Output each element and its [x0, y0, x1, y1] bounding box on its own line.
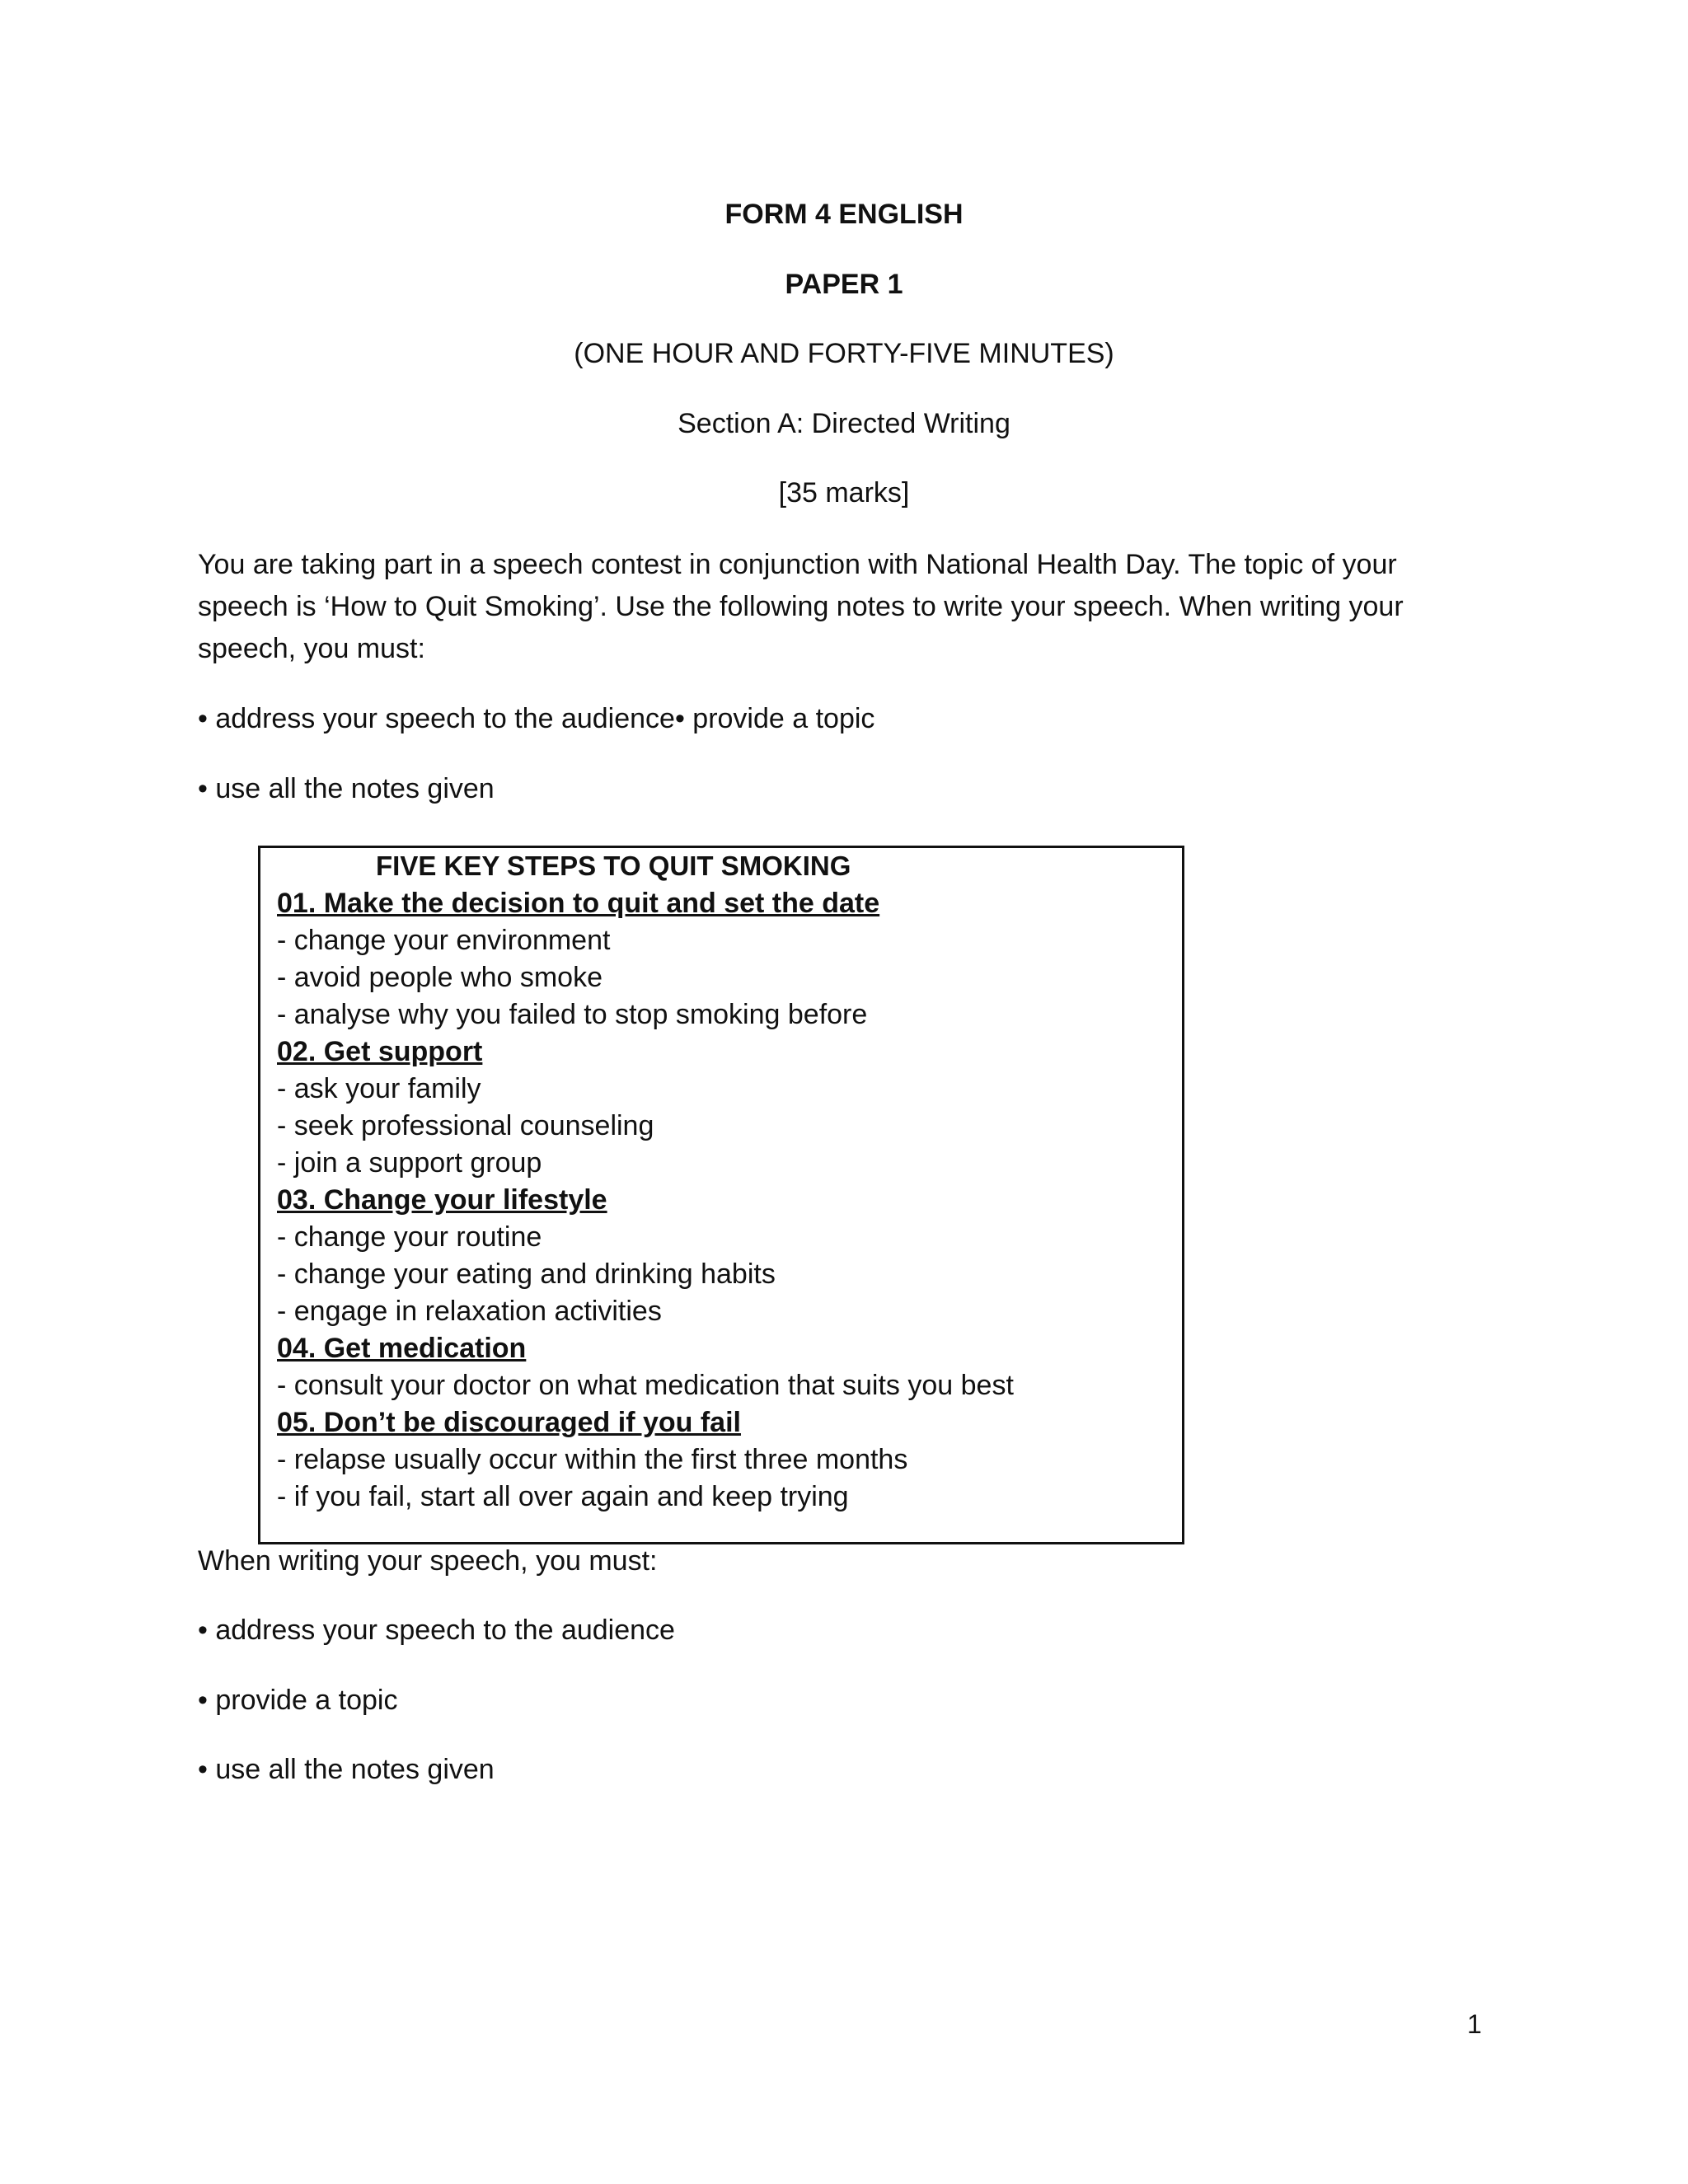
step-note: - if you fail, start all over again and keep trying	[277, 1481, 849, 1512]
intro-bullet: • use all the notes given	[198, 773, 495, 804]
step-note: - change your routine	[277, 1221, 542, 1253]
step-heading: 05. Don’t be discouraged if you fail	[277, 1407, 741, 1438]
marks-label: [35 marks]	[778, 477, 910, 509]
notes-list	[277, 885, 1014, 1516]
step-note: - join a support group	[277, 1147, 542, 1179]
duration-label: (ONE HOUR AND FORTY-FIVE MINUTES)	[574, 338, 1114, 369]
notes-box	[258, 846, 1184, 1544]
notes-box-title: FIVE KEY STEPS TO QUIT SMOKING	[376, 851, 851, 881]
section-label: Section A: Directed Writing	[678, 408, 1010, 439]
page-number: 1	[1467, 2009, 1482, 2039]
step-note: - change your eating and drinking habits	[277, 1258, 776, 1290]
step-note: - ask your family	[277, 1073, 481, 1104]
step-heading: 04. Get medication	[277, 1333, 527, 1364]
step-heading: 03. Change your lifestyle	[277, 1184, 607, 1216]
step-heading: 02. Get support	[277, 1036, 483, 1067]
step-note: - seek professional counseling	[277, 1110, 654, 1141]
closing-bullet: • provide a topic	[198, 1685, 398, 1716]
paper-label: PAPER 1	[785, 269, 903, 300]
intro-bullet: • address your speech to the audience• provide a topic	[198, 703, 875, 734]
closing-bullet: • use all the notes given	[198, 1754, 495, 1785]
document-title: FORM 4 ENGLISH	[724, 199, 964, 230]
step-note: - consult your doctor on what medication that suits you best	[277, 1370, 1014, 1401]
step-note: - change your environment	[277, 925, 611, 956]
step-note: - analyse why you failed to stop smoking before	[277, 999, 868, 1030]
intro-paragraph: You are taking part in a speech contest in conjunction with National Health Day. The topic of your speech is ‘How to Quit Smoking’. Use the following notes to write your speech. When writing your speech, you must:	[198, 549, 1404, 664]
closing-bullet: • address your speech to the audience	[198, 1615, 675, 1646]
step-note: - engage in relaxation activities	[277, 1296, 662, 1327]
step-heading: 01. Make the decision to quit and set the date	[277, 888, 880, 919]
step-note: - relapse usually occur within the first three months	[277, 1444, 908, 1475]
closing-lead: When writing your speech, you must:	[198, 1545, 658, 1577]
step-note: - avoid people who smoke	[277, 962, 603, 993]
